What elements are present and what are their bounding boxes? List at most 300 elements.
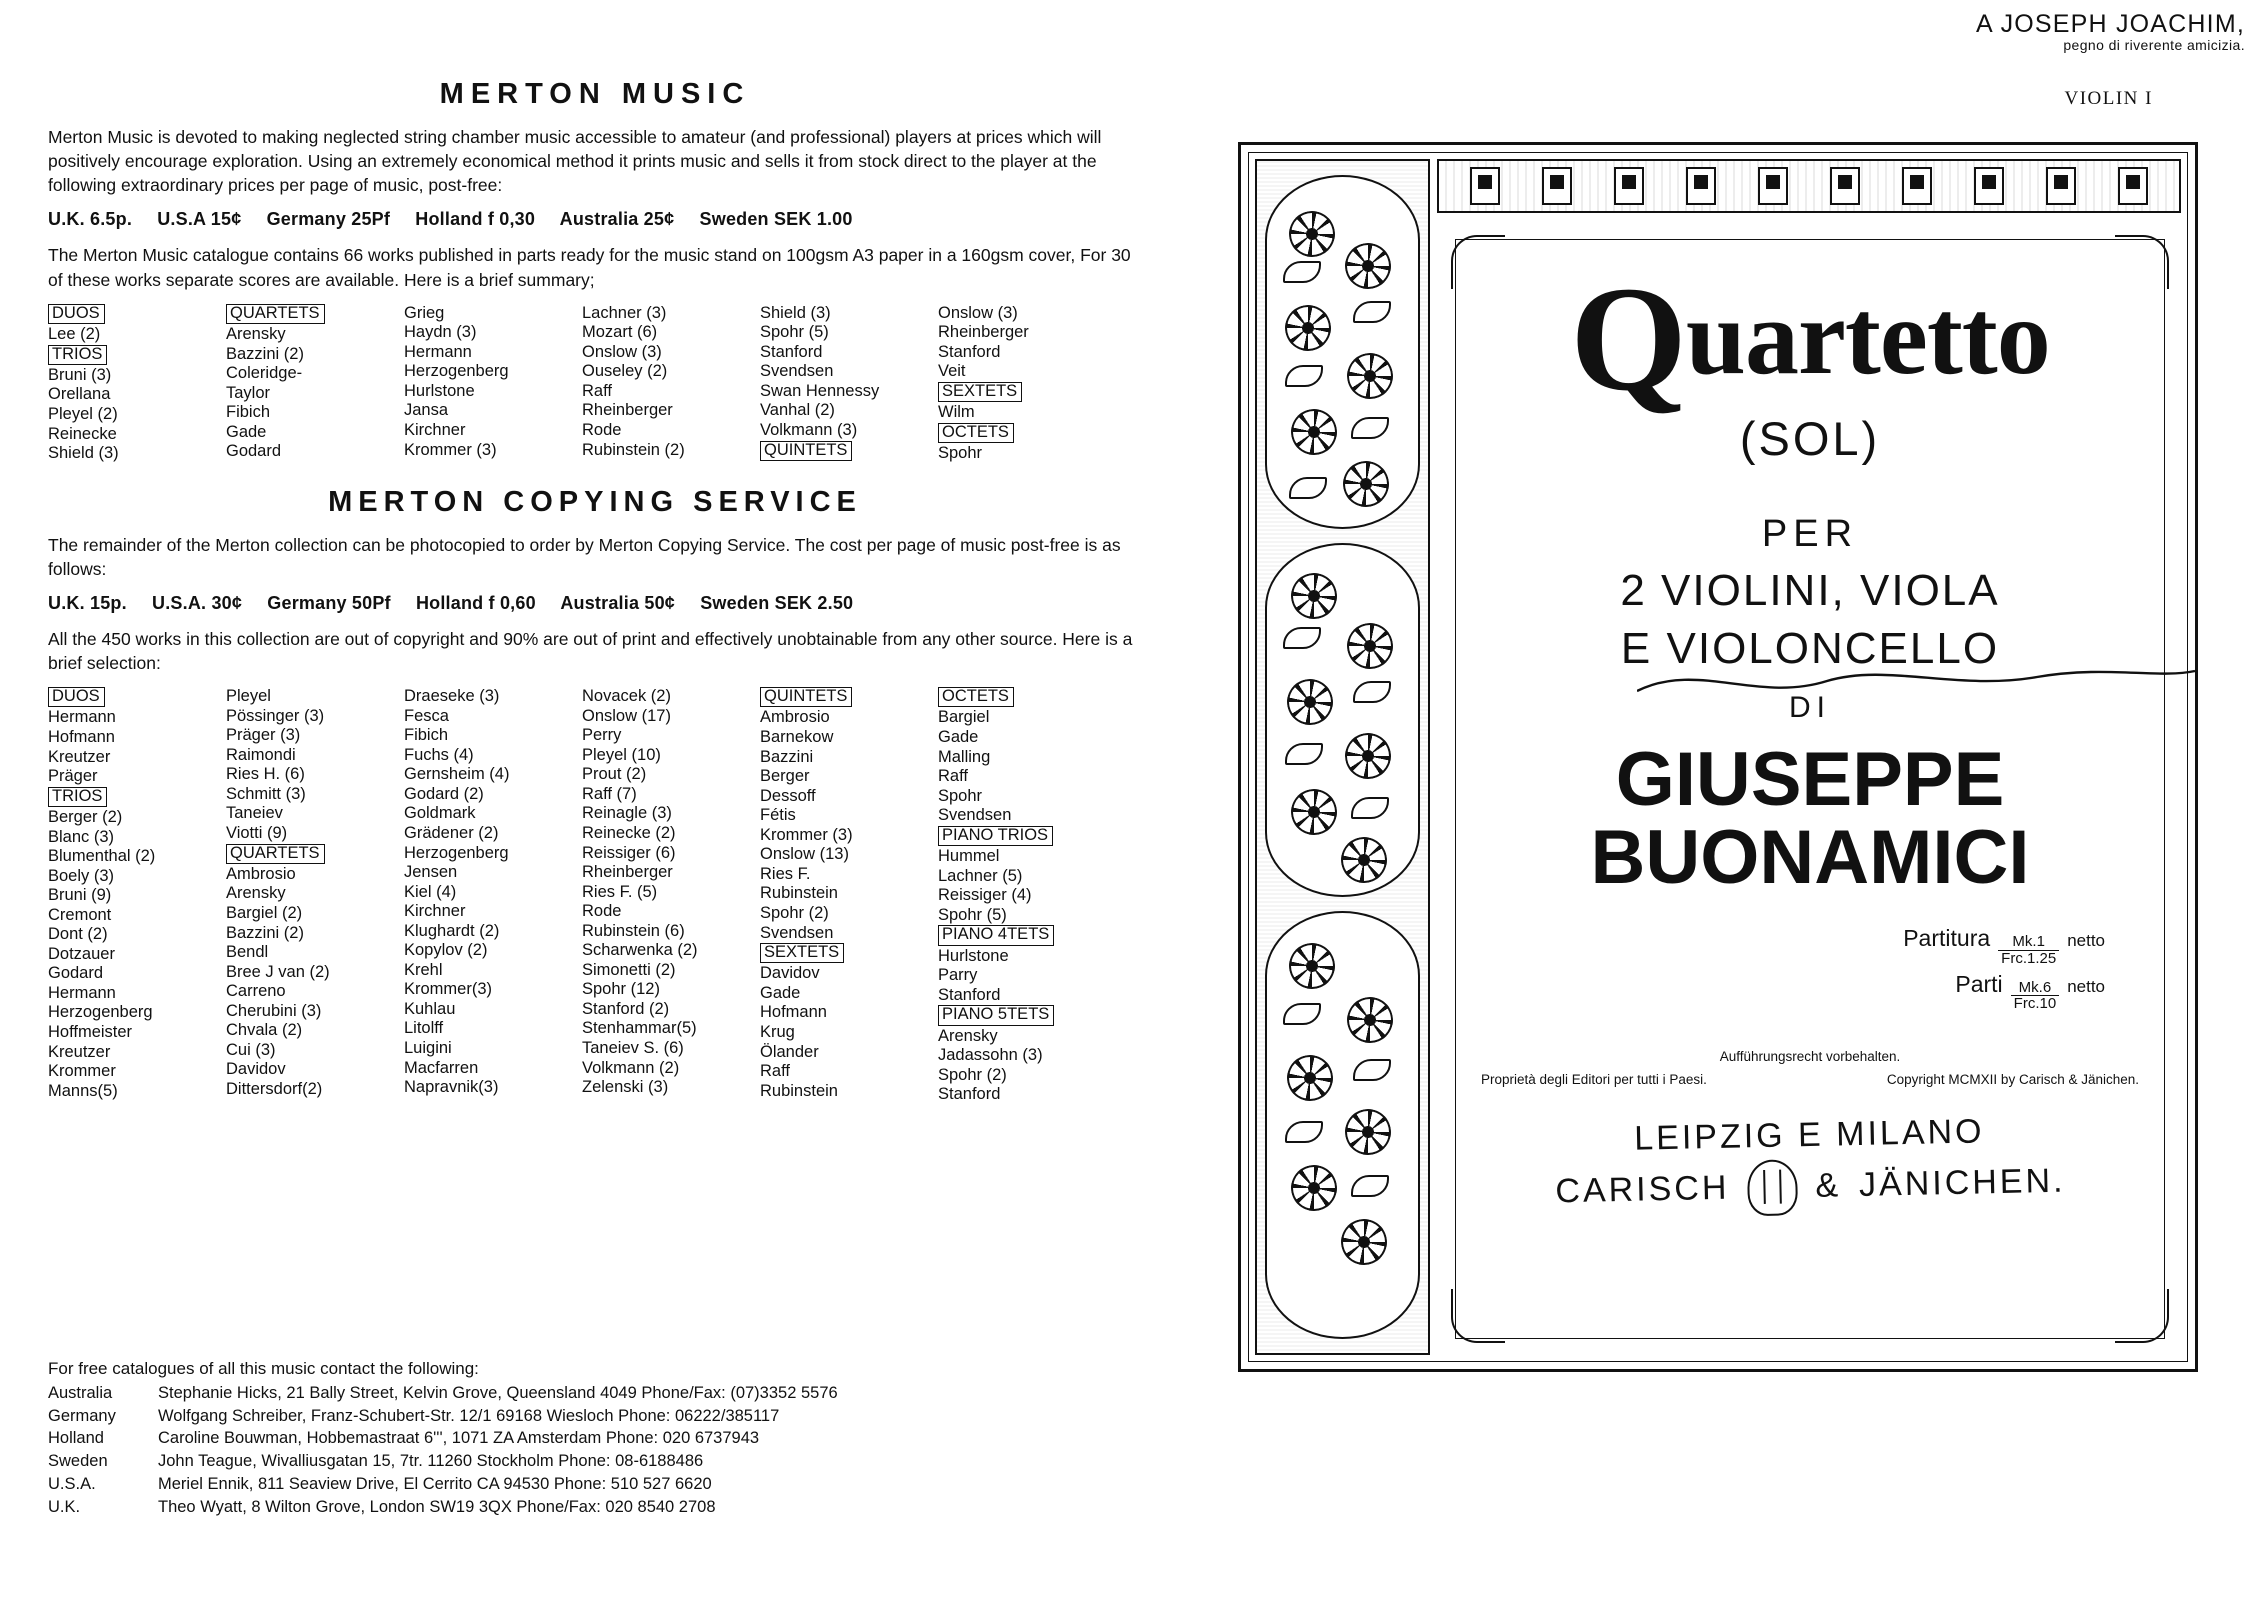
price-label-parti: Parti	[1955, 970, 2003, 997]
selection-category-header: QUINTETS	[760, 687, 852, 707]
selection-columns	[0, 687, 1190, 1105]
selection-entry: Bazzini	[760, 747, 814, 766]
selection-column	[226, 687, 404, 1105]
selection-entry: Blanc (3)	[48, 827, 115, 846]
selection-category-header: SEXTETS	[760, 943, 844, 963]
catalogue-entry: Taylor	[226, 383, 271, 402]
selection-entry: Präger (3)	[226, 726, 301, 745]
catalogue-category	[938, 423, 1116, 444]
selection-category	[48, 687, 226, 708]
selection-entry: Litolff	[404, 1019, 444, 1038]
catalogue-entry: Coleridge-	[226, 364, 303, 383]
selection-entry: Stanford (2)	[582, 999, 670, 1018]
catalogue-entry: Haydn (3)	[404, 323, 477, 342]
price-holland: Holland f 0,30	[415, 209, 536, 230]
selection-entry: Reissiger (6)	[582, 843, 676, 862]
ornament-pipe-icon	[1614, 167, 1644, 205]
selection-category-header: TRIOS	[48, 787, 107, 807]
selection-category	[226, 844, 404, 865]
work-title	[1441, 256, 2179, 422]
for-label: PER	[1761, 513, 1859, 555]
flower-icon	[1291, 789, 1337, 835]
selection-entry: Pleyel (10)	[582, 745, 661, 764]
selection-entry: Davidov	[226, 1060, 286, 1079]
selection-entry: Cherubini (3)	[226, 1001, 322, 1020]
catalogue-category-header: DUOS	[48, 304, 105, 324]
selection-category	[48, 787, 226, 808]
catalogue-entry: Rode	[582, 420, 622, 439]
selection-entry: Davidov	[760, 964, 820, 983]
selection-entry: Spohr (2)	[760, 903, 829, 922]
price-label-partitura: Partitura	[1903, 925, 1991, 951]
selection-entry: Arensky	[938, 1026, 998, 1045]
catalogue-entry: Rubinstein (2)	[582, 440, 685, 459]
selection-column	[48, 687, 226, 1105]
selection-column	[404, 687, 582, 1105]
selection-entry: Kreutzer	[48, 1042, 111, 1061]
selection-entry: Schmitt (3)	[226, 784, 306, 803]
price-list-copying	[0, 593, 1190, 614]
selection-entry: Gade	[938, 728, 979, 747]
selection-entry: Rubinstein	[760, 1081, 838, 1100]
ornament-left-band	[1255, 159, 1430, 1355]
catalogue-entry: Orellana	[48, 385, 111, 404]
cover-title-area	[1441, 221, 2179, 1353]
catalogue-column	[760, 304, 938, 464]
leaf-icon	[1283, 627, 1321, 649]
selection-entry: Stanford	[938, 1085, 1001, 1104]
catalogue-category	[48, 304, 226, 325]
selection-entry: Fibich	[404, 726, 449, 745]
contact-country: Germany	[48, 1406, 116, 1425]
selection-entry: Bazzini (2)	[226, 923, 304, 942]
selection-entry: Dotzauer	[48, 944, 115, 963]
selection-entry: Bendl	[226, 943, 269, 962]
instrumentation-line-2: E VIOLONCELLO	[1620, 624, 2000, 673]
selection-entry: Perry	[582, 726, 622, 745]
contact-detail: Caroline Bouwman, Hobbemastraat 6''', 1071 ZA Amsterdam Phone: 020 6737943	[158, 1429, 760, 1448]
catalogue-entry: Kirchner	[404, 420, 466, 439]
copyright-note	[0, 627, 1190, 675]
ornament-pipe-icon	[2118, 167, 2148, 205]
catalogue-entry: Jansa	[404, 401, 449, 420]
part-label: VIOLIN I	[2064, 88, 2153, 109]
contact-row	[48, 1451, 838, 1474]
instrumentation-line-1: 2 VIOLINI, VIOLA	[1620, 566, 2000, 615]
catalogue-entry: Fibich	[226, 403, 271, 422]
selection-entry: Onslow (13)	[760, 845, 849, 864]
contact-detail: John Teague, Wivalliusgatan 15, 7tr. 11260 Stockholm Phone: 08-6188486	[158, 1452, 704, 1471]
selection-category	[938, 687, 1116, 708]
flower-icon	[1285, 305, 1331, 351]
selection-entry: Taneiev	[226, 804, 283, 823]
flower-icon	[1291, 1165, 1337, 1211]
catalogue-note	[0, 243, 1190, 291]
copyright-note-text: All the 450 works in this collection are out of copyright and 90% are out of print and effectively unobtainable from any other source. Here is a brief selection:	[48, 628, 1133, 674]
selection-entry: Raimondi	[226, 745, 296, 764]
flower-cluster	[1267, 177, 1418, 527]
composer-first-name: GIUSEPPE	[1615, 737, 2005, 822]
selection-entry: Stanford	[938, 985, 1001, 1004]
flower-icon	[1289, 943, 1335, 989]
selection-entry: Spohr	[938, 786, 983, 805]
selection-entry: Spohr (12)	[582, 980, 660, 999]
selection-entry: Ölander	[760, 1042, 819, 1061]
selection-entry: Hummel	[938, 847, 1000, 866]
catalogue-entry: Herzogenberg	[404, 362, 509, 381]
catalogue-column	[582, 304, 760, 464]
catalogue-entry: Hurlstone	[404, 381, 475, 400]
selection-entry: Kirchner	[404, 902, 466, 921]
lyre-icon	[1747, 1159, 1798, 1216]
selection-entry: Stenhammar(5)	[582, 1019, 697, 1038]
selection-entry: Fesca	[404, 706, 449, 725]
selection-entry: Kopylov (2)	[404, 941, 488, 960]
ornament-pipe-icon	[1902, 167, 1932, 205]
selection-entry: Gade	[760, 983, 801, 1002]
ornament-pipe-icon	[1542, 167, 1572, 205]
selection-entry: Cui (3)	[226, 1040, 276, 1059]
composer-last-name: BUONAMICI	[1590, 814, 2030, 900]
catalogue-entry: Raff	[582, 381, 612, 400]
selection-entry: Ries F.	[760, 864, 811, 883]
leaf-icon	[1285, 365, 1323, 387]
selection-entry: Scharwenka (2)	[582, 941, 698, 960]
selection-entry: Dessoff	[760, 786, 816, 805]
leaf-icon	[1351, 797, 1389, 819]
selection-entry: Chvala (2)	[226, 1021, 303, 1040]
flower-icon	[1291, 409, 1337, 455]
selection-category-header: OCTETS	[938, 687, 1014, 707]
selection-entry: Bargiel (2)	[226, 903, 303, 922]
catalogue-category	[760, 441, 938, 462]
contact-detail: Meriel Ennik, 811 Seaview Drive, El Cerrito CA 94530 Phone: 510 527 6620	[158, 1475, 712, 1494]
flower-icon	[1345, 243, 1391, 289]
ornament-floral-cell	[1265, 175, 1420, 529]
selection-entry: Ries H. (6)	[226, 765, 305, 784]
selection-entry: Pleyel	[226, 687, 271, 706]
dedication-line: A JOSEPH JOACHIM,	[1975, 10, 2245, 38]
contact-row	[48, 1474, 838, 1497]
selection-entry: Jensen	[404, 863, 458, 882]
selection-entry: Carreno	[226, 982, 286, 1001]
catalogue-entry: Wilm	[938, 403, 975, 422]
contact-detail: Wolfgang Schreiber, Franz-Schubert-Str. 12/1 69168 Wiesloch Phone: 06222/385117	[158, 1406, 780, 1425]
flower-icon	[1345, 733, 1391, 779]
catalogue-category	[938, 382, 1116, 403]
selection-entry: Krommer	[48, 1062, 116, 1081]
selection-entry: Hermann	[48, 708, 116, 727]
flower-icon	[1287, 1055, 1333, 1101]
selection-category-header: DUOS	[48, 687, 105, 707]
selection-entry: Onslow (17)	[582, 706, 671, 725]
flower-icon	[1347, 997, 1393, 1043]
contact-detail: Theo Wyatt, 8 Wilton Grove, London SW19 3QX Phone/Fax: 020 8540 2708	[158, 1498, 716, 1517]
ornament-pipe-icon	[1974, 167, 2004, 205]
price-parti-netto: netto	[2067, 976, 2105, 996]
selection-entry: Raff (7)	[582, 784, 637, 803]
selection-entry: Herzogenberg	[404, 843, 509, 862]
catalogue-category-header: QUARTETS	[226, 304, 325, 324]
copy-price-uk: U.K. 15p.	[48, 592, 127, 613]
leaf-icon	[1285, 1121, 1323, 1143]
selection-category-header: PIANO TRIOS	[938, 826, 1053, 846]
selection-entry: Krug	[760, 1023, 795, 1041]
catalogue-entry: Onslow (3)	[938, 303, 1018, 322]
price-partitura-franc: Frc.1.25	[2001, 949, 2057, 967]
selection-category-header: PIANO 4TETS	[938, 925, 1054, 945]
catalogue-entry: Spohr	[938, 444, 983, 463]
copyright-notice: Copyright MCMXII by Carisch & Jänichen.	[1886, 1072, 2139, 1088]
selection-entry: Hofmann	[48, 728, 115, 747]
catalogue-entry: Rheinberger	[582, 401, 673, 420]
catalogue-entry: Stanford	[760, 342, 823, 361]
selection-entry: Hoffmeister	[48, 1023, 133, 1041]
catalogue-columns	[0, 304, 1190, 464]
selection-entry: Godard	[48, 964, 104, 983]
selection-entry: Rubinstein	[760, 884, 838, 903]
contact-row	[48, 1406, 838, 1429]
selection-entry: Berger	[760, 767, 810, 786]
price-list-music	[0, 209, 1190, 230]
selection-entry: Rode	[582, 902, 622, 921]
selection-entry: Rheinberger	[582, 863, 673, 882]
selection-entry: Krommer (3)	[760, 825, 853, 844]
ornament-pipe-icon	[1758, 167, 1788, 205]
selection-entry: Cremont	[48, 905, 112, 924]
page-title-merton-music: MERTON MUSIC	[439, 78, 751, 110]
selection-column	[760, 687, 938, 1105]
ornament-top-strip	[1437, 159, 2181, 213]
price-block	[1903, 921, 2105, 1012]
contact-country: U.K.	[48, 1498, 81, 1517]
property-notice: Proprietà degli Editori per tutti i Paesi.	[1481, 1072, 1707, 1088]
selection-entry: Pössinger (3)	[226, 706, 325, 725]
selection-entry: Reinecke (2)	[582, 824, 676, 842]
page-title-merton-copying-service: MERTON COPYING SERVICE	[328, 485, 862, 518]
selection-entry: Lachner (5)	[938, 866, 1023, 885]
catalogue-category-header: TRIOS	[48, 345, 107, 365]
price-sweden: Sweden SEK 1.00	[699, 209, 853, 230]
catalogue-entry: Pleyel (2)	[48, 404, 118, 423]
ornament-pipe-icon	[1470, 167, 1500, 205]
catalogue-entry: Hermann	[404, 342, 472, 361]
catalogue-note-text: The Merton Music catalogue contains 66 works published in parts ready for the music stand on 100gsm A3 paper in a 160gsm cover, For 30 of these works separate scores are available. Here is a brief summary;	[48, 245, 1131, 290]
work-key: (SOL)	[1739, 412, 1881, 465]
catalogue-entry: Stanford	[938, 342, 1001, 361]
intro-text: Merton Music is devoted to making neglected string chamber music accessible to amateur (and professional) players at prices which will positively encourage exploration. Using an extremely economical method it prints music and sells it from stock direct to the player at the following extraordinary prices per page of music, post-free:	[48, 127, 1102, 196]
selection-category-header: QUARTETS	[226, 844, 325, 864]
selection-category	[760, 943, 938, 964]
selection-entry: Kreutzer	[48, 747, 111, 766]
selection-entry: Fétis	[760, 806, 796, 825]
price-row-parti	[1903, 967, 2105, 1013]
catalogue-entry: Rheinberger	[938, 323, 1029, 342]
selection-entry: Hofmann	[760, 1003, 827, 1022]
price-parti-franc: Frc.10	[2013, 995, 2057, 1013]
catalogue-category	[48, 345, 226, 366]
catalogue-category-header: SEXTETS	[938, 382, 1022, 402]
composer-name	[1441, 737, 2179, 900]
price-usa: U.S.A 15¢	[157, 209, 242, 230]
selection-entry: Berger (2)	[48, 807, 123, 826]
selection-entry: Bargiel	[938, 708, 990, 727]
publisher-name-1: CARISCH	[1555, 1168, 1730, 1211]
catalogue-entry: Bazzini (2)	[226, 344, 304, 363]
selection-category-header: PIANO 5TETS	[938, 1005, 1054, 1025]
copying-note	[0, 533, 1190, 581]
catalogue-entry: Krommer (3)	[404, 440, 497, 459]
dedication-block	[1976, 10, 2245, 53]
ornament-pipe-icon	[1686, 167, 1716, 205]
price-fraction-parti	[2011, 980, 2060, 1013]
catalogue-entry: Veit	[938, 362, 966, 381]
selection-entry: Spohr (5)	[938, 905, 1007, 924]
by-label: DI	[1789, 691, 1831, 724]
selection-entry: Svendsen	[760, 923, 834, 942]
catalogue-entry: Spohr (5)	[760, 323, 829, 342]
catalogue-column	[226, 304, 404, 464]
flower-icon	[1341, 1219, 1387, 1265]
leaf-icon	[1289, 477, 1327, 499]
catalogue-entry: Swan Hennessy	[760, 381, 880, 400]
selection-entry: Draeseke (3)	[404, 687, 500, 706]
catalogue-entry: Gade	[226, 422, 267, 441]
leaf-icon	[1283, 1003, 1321, 1025]
selection-entry: Bruni (9)	[48, 886, 112, 905]
work-title-dropcap: Q	[1570, 256, 1686, 422]
catalogue-entry: Onslow (3)	[582, 342, 662, 361]
catalogue-entry: Ouseley (2)	[582, 362, 668, 381]
flower-cluster	[1267, 913, 1418, 1337]
selection-entry: Raff	[760, 1062, 790, 1081]
catalogue-entry: Godard	[226, 442, 282, 461]
contact-country: Australia	[48, 1383, 113, 1402]
catalogue-entry: Svendsen	[760, 362, 834, 381]
selection-entry: Simonetti (2)	[582, 960, 676, 979]
selection-entry: Goldmark	[404, 804, 476, 823]
flower-icon	[1291, 573, 1337, 619]
flower-icon	[1341, 837, 1387, 883]
selection-entry: Napravnik(3)	[404, 1078, 499, 1097]
selection-entry: Volkmann (2)	[582, 1058, 680, 1077]
copy-price-usa: U.S.A. 30¢	[152, 592, 243, 613]
selection-entry: Bree J van (2)	[226, 962, 330, 981]
selection-entry: Zelenski (3)	[582, 1078, 669, 1097]
copyright-row	[1481, 1070, 2139, 1090]
publisher-cities: LEIPZIG E MILANO	[1633, 1112, 1985, 1158]
contacts-table	[48, 1383, 838, 1521]
selection-entry: Ries F. (5)	[582, 882, 658, 901]
selection-entry: Ambrosio	[226, 864, 296, 883]
leaf-icon	[1353, 681, 1391, 703]
corner-ornament-icon	[2115, 1289, 2169, 1343]
catalogue-entry: Bruni (3)	[48, 365, 112, 384]
ornament-floral-cell	[1265, 543, 1420, 897]
selection-entry: Kuhlau	[404, 999, 456, 1018]
leaf-icon	[1285, 743, 1323, 765]
selection-entry: Barnekow	[760, 728, 834, 747]
copy-price-germany: Germany 50Pf	[267, 592, 391, 613]
price-row-partitura	[1903, 921, 2105, 967]
selection-entry: Malling	[938, 747, 991, 766]
catalogue-column	[48, 304, 226, 464]
selection-entry: Prout (2)	[582, 765, 647, 784]
selection-entry: Präger	[48, 767, 98, 786]
selection-entry: Reissiger (4)	[938, 886, 1032, 905]
leaf-icon	[1351, 417, 1389, 439]
catalogue-entry: Shield (3)	[48, 444, 119, 463]
selection-entry: Ambrosio	[760, 708, 830, 727]
selection-entry: Macfarren	[404, 1058, 479, 1077]
contact-detail: Stephanie Hicks, 21 Bally Street, Kelvin Grove, Queensland 4049 Phone/Fax: (07)3352 5576	[158, 1383, 838, 1402]
selection-entry: Arensky	[226, 884, 286, 903]
contact-country: U.S.A.	[48, 1475, 96, 1494]
corner-ornament-icon	[1451, 1289, 1505, 1343]
leaf-icon	[1283, 261, 1321, 283]
flower-icon	[1345, 1109, 1391, 1155]
price-partitura-mark: Mk.1	[1998, 934, 2059, 951]
copy-price-holland: Holland f 0,60	[415, 592, 536, 613]
selection-entry: Raff	[938, 767, 968, 786]
catalogue-entry: Mozart (6)	[582, 323, 658, 342]
selection-entry: Taneiev S. (6)	[582, 1039, 684, 1058]
selection-entry: Parry	[938, 966, 978, 985]
selection-entry: Manns(5)	[48, 1081, 118, 1100]
catalogue-column	[938, 304, 1116, 464]
contact-row	[48, 1497, 838, 1520]
contacts-block	[48, 1358, 838, 1520]
publisher-block	[1440, 1105, 2180, 1222]
selection-category	[938, 925, 1116, 946]
selection-entry: Klughardt (2)	[404, 921, 500, 940]
selection-category	[938, 826, 1116, 847]
copying-note-text: The remainder of the Merton collection can be photocopied to order by Merton Copying Service. The cost per page of music post-free is as follows:	[48, 534, 1121, 579]
selection-entry: Jadassohn (3)	[938, 1046, 1043, 1065]
performance-rights: Aufführungsrecht vorbehalten.	[1719, 1049, 1901, 1064]
selection-entry: Dont (2)	[48, 925, 108, 944]
selection-entry: Viotti (9)	[226, 824, 288, 842]
leaf-icon	[1351, 1175, 1389, 1197]
selection-column	[582, 687, 760, 1105]
flower-icon	[1289, 211, 1335, 257]
price-australia: Australia 25¢	[559, 209, 675, 230]
selection-entry: Svendsen	[938, 806, 1012, 825]
selection-entry: Rubinstein (6)	[582, 921, 685, 940]
selection-entry: Godard (2)	[404, 784, 484, 803]
leaf-icon	[1353, 1059, 1391, 1081]
price-uk: U.K. 6.5p.	[48, 209, 133, 230]
selection-entry: Boely (3)	[48, 866, 115, 885]
contact-row	[48, 1383, 838, 1406]
price-fraction-partitura	[1998, 934, 2059, 967]
catalogue-entry: Volkmann (3)	[760, 420, 858, 439]
contact-row	[48, 1428, 838, 1451]
selection-entry: Luigini	[404, 1039, 452, 1058]
catalogue-entry: Shield (3)	[760, 303, 831, 322]
selection-category	[938, 1005, 1116, 1026]
selection-entry: Herzogenberg	[48, 1003, 153, 1022]
dedication-subline: pegno di riverente amicizia.	[2063, 37, 2245, 53]
flower-cluster	[1267, 545, 1418, 895]
ornament-floral-cell	[1265, 911, 1420, 1339]
catalogue-entry: Vanhal (2)	[760, 401, 835, 420]
selection-entry: Fuchs (4)	[404, 745, 474, 764]
catalogue-entry: Reinecke	[48, 424, 117, 443]
catalogue-entry: Lachner (3)	[582, 303, 667, 322]
contact-country: Holland	[48, 1429, 104, 1448]
flower-icon	[1343, 461, 1389, 507]
